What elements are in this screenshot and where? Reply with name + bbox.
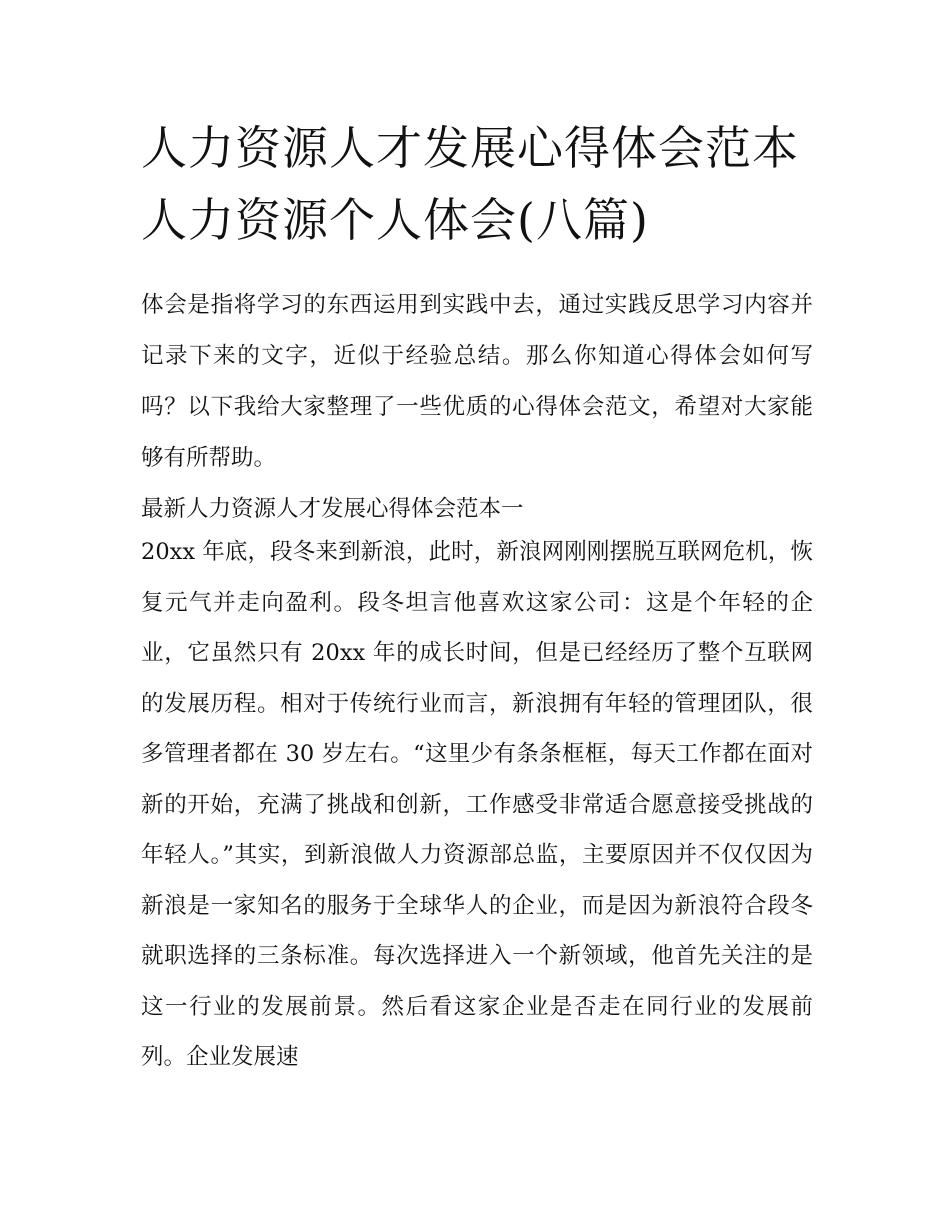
section-body-paragraph: 20xx 年底，段冬来到新浪，此时，新浪网刚刚摆脱互联网危机，恢复元气并走向盈利。段冬坦言他喜欢这家公司：这是个年轻的企业，它虽然只有 20xx 年的成长时间，但是已经经历了整个互联网的发展历程。相对于传统行业而言，新浪拥有年轻的管理团队，很多管理者都在 30 岁左右。“这里少有条条框框，每天工作都在面对新的开始，充满了挑战和创新，工作感受非常适合愿意接受挑战的年轻人。”其实，到新浪做人力资源部总监，主要原因并不仅仅因为新浪是一家知名的服务于全球华人的企业，而是因为新浪符合段冬就职选择的三条标准。每次选择进入一个新领域，他首先关注的是这一行业的发展前景。然后看这家企业是否走在同行业的发展前列。企业发展速: [141, 539, 813, 1070]
section-heading: 最新人力资源人才发展心得体会范本一: [141, 496, 524, 522]
intro-paragraph: 体会是指将学习的东西运用到实践中去，通过实践反思学习内容并记录下来的文字，近似于经验总结。那么你知道心得体会如何写吗？以下我给大家整理了一些优质的心得体会范文，希望对大家能够有所帮助。: [141, 292, 813, 471]
document-title: 人力资源人才发展心得体会范本 人力资源个人体会(八篇): [141, 121, 799, 247]
